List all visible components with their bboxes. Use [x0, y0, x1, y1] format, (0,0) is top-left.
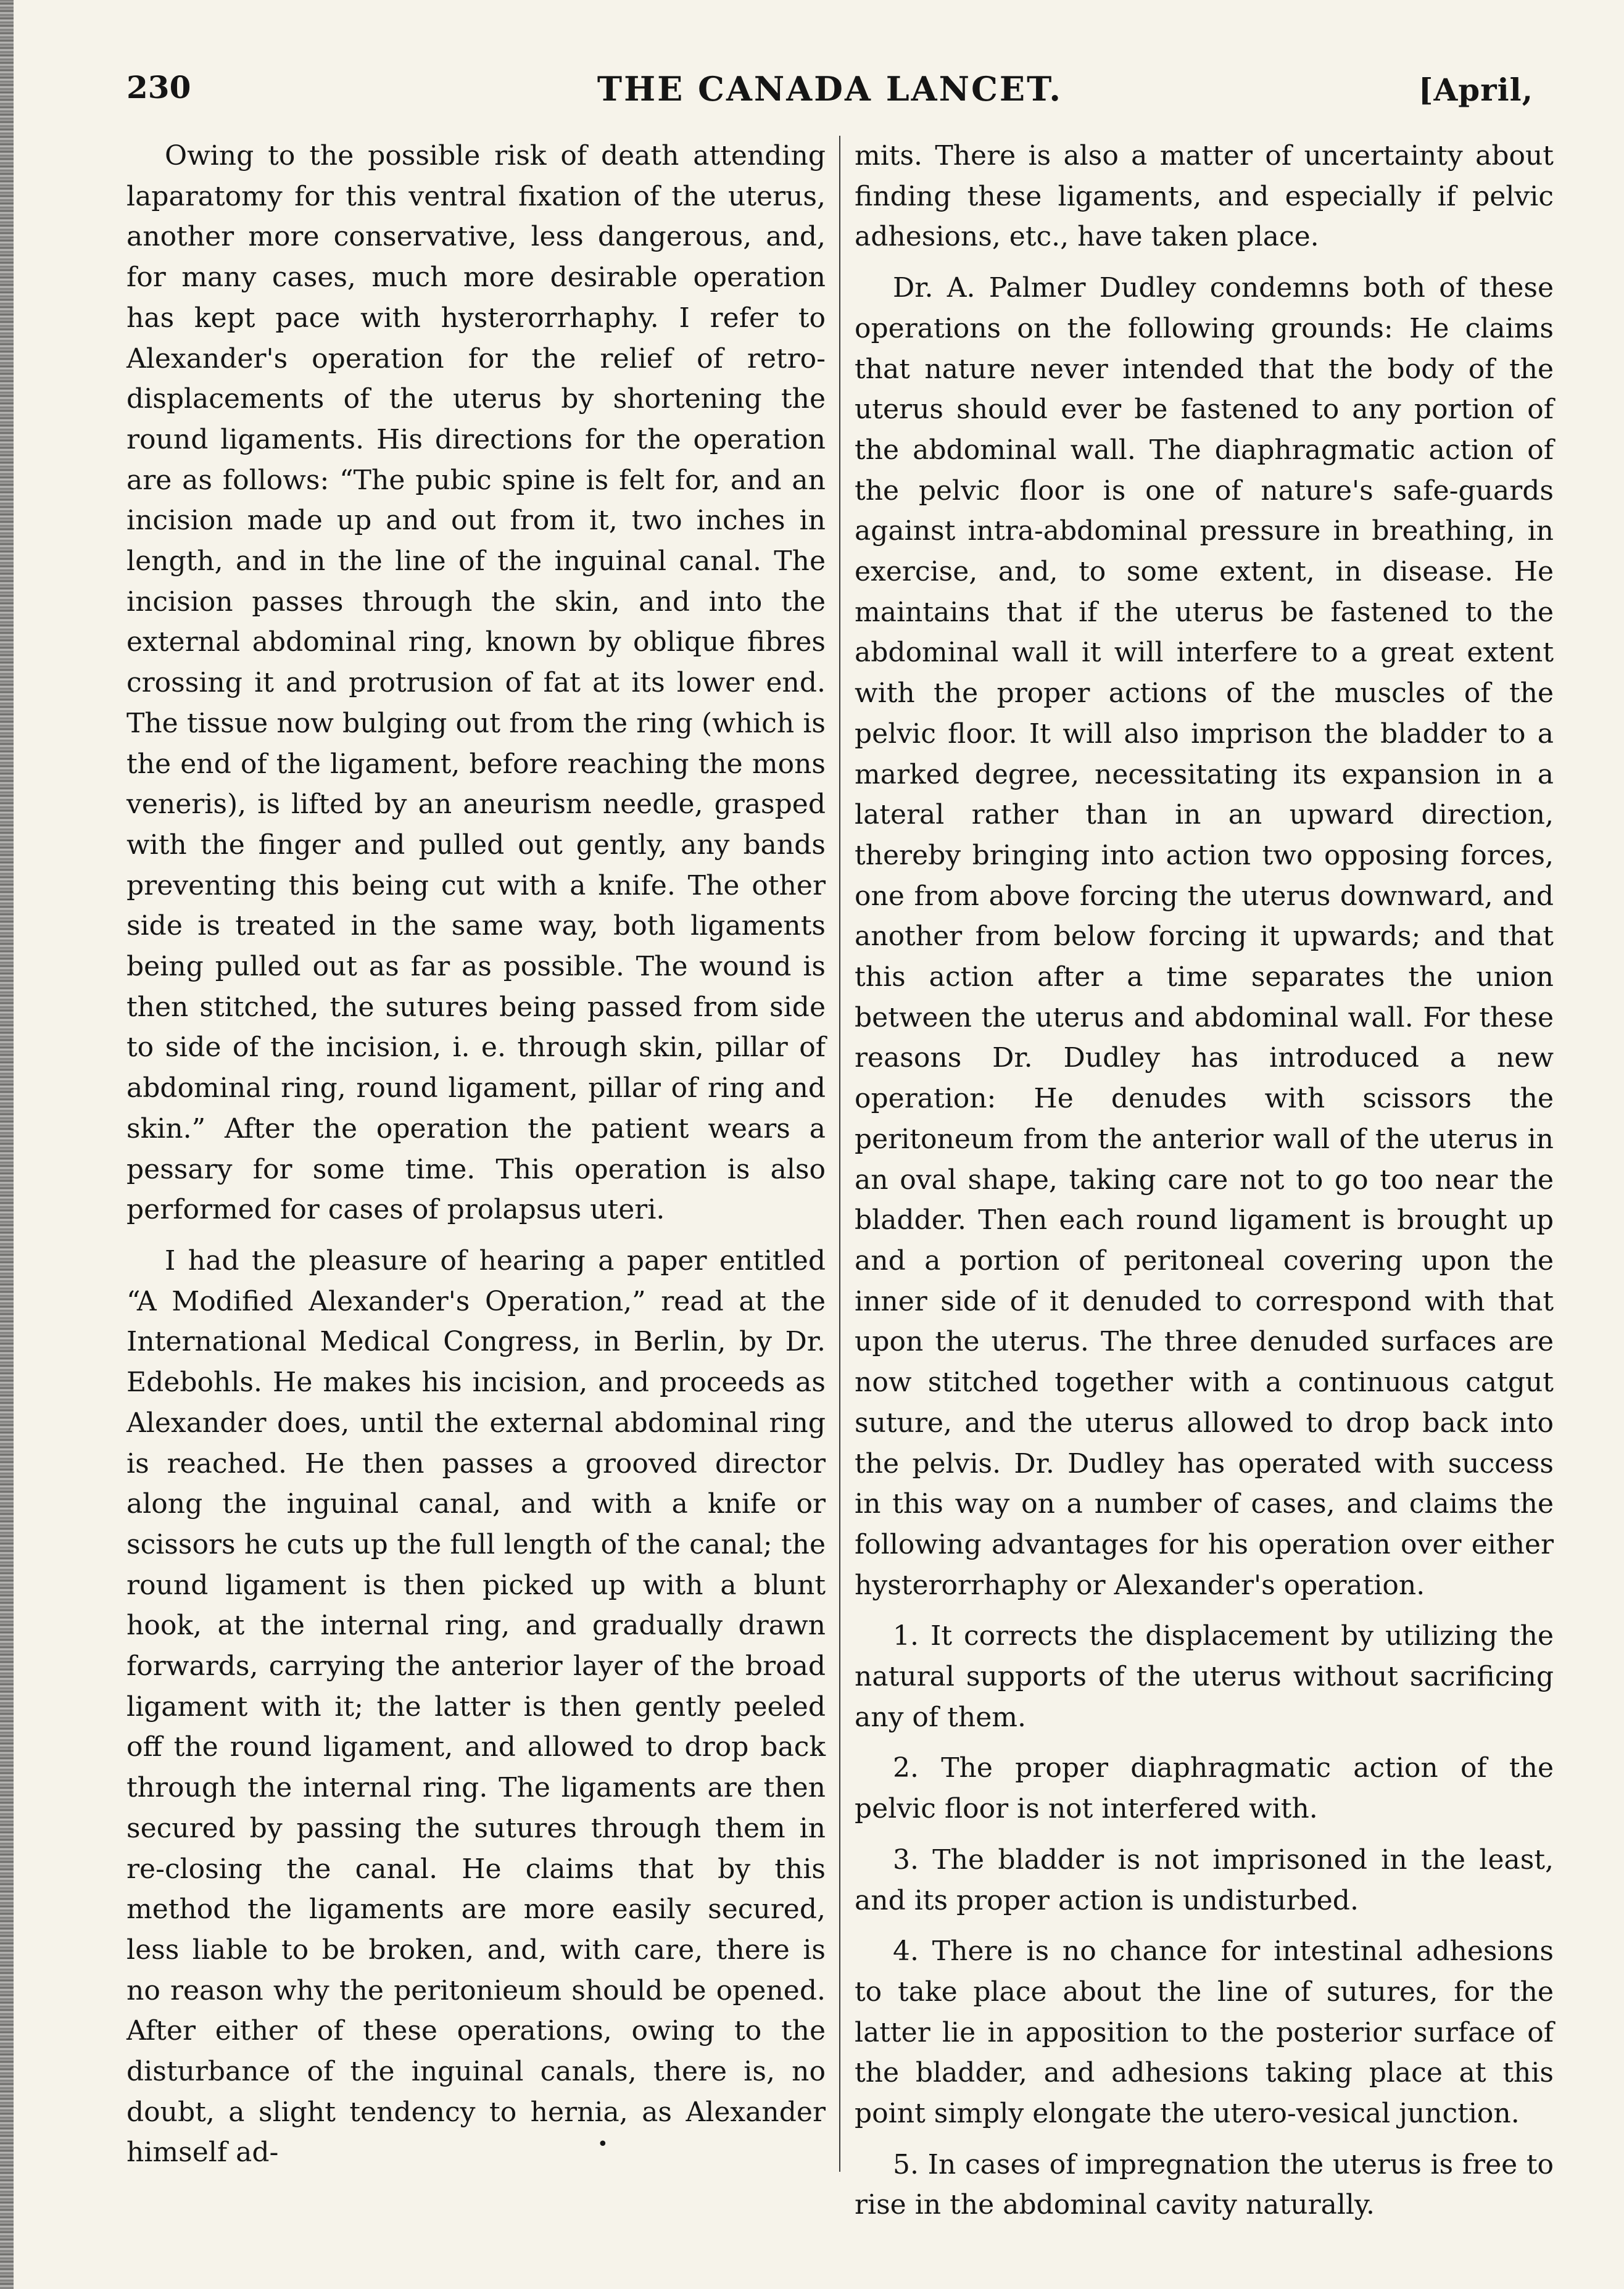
footer-mark: •: [597, 2134, 608, 2155]
issue-month: [April,: [1418, 72, 1533, 108]
advantage-item-2: 2. The proper diaphragmatic action of the pelvic floor is not interfered with.: [855, 1752, 1554, 1825]
column-divider: [839, 136, 840, 2172]
left-column: [126, 136, 826, 2183]
page-binding-edge: [0, 0, 14, 2289]
journal-title: THE CANADA LANCET.: [597, 69, 1063, 109]
page-number: 230: [126, 69, 191, 106]
paragraph-dudley-operation: Dr. A. Palmer Dudley condemns both of these operations on the following grounds: He claims that nature never intended that the body of the uterus should ever be fastened to any portion of the abdominal wall. The diaphragmatic action of the pelvic floor is one of nature's safe-guards against intra-abdominal pressure in breathing, in exercise, and, to some extent, in disease. He maintains that if the uterus be fastened to the abdominal wall it will interfere to a great extent with the proper actions of the muscles of the pelvic floor. It will also imprison the bladder to a marked degree, necessitating its expansion in a lateral rather than in an upward direction, thereby bringing into action two opposing forces, one from above forcing the uterus downward, and another from below forcing it upwards; and that this action after a time separates the union between the uterus and abdominal wall. For these reasons Dr. Dudley has introduced a new operation: He denudes with scissors the peritoneum from the anterior wall of the uterus in an oval shape, taking care not to go too near the bladder. Then each round ligament is brought up and a portion of peritoneal covering upon the inner side of it denuded to correspond with that upon the uterus. The three denuded surfaces are now stitched together with a continuous catgut suture, and the uterus allowed to drop back into the pelvis. Dr. Dudley has operated with success in this way on a number of cases, and claims the following advantages for his operation over either hysterorrhaphy or Alexander's operation.: [855, 272, 1554, 1601]
right-column: [855, 136, 1554, 2236]
advantage-item-4: 4. There is no chance for intestinal adhesions to take place about the line of sutures, for the latter lie in apposition to the posterior surface of the bladder, and adhesions taking place at this point simply elongate the utero-vesical junction.: [855, 1935, 1554, 2130]
paragraph-modified-alexander: I had the pleasure of hearing a paper entitled “A Modified Alexander's Operation,” read at the International Medical Congress, in Berlin, by Dr. Edebohls. He makes his incision, and proceeds as Alexander does, until the external abdominal ring is reached. He then passes a grooved director along the inguinal canal, and with a knife or scissors he cuts up the full length of the canal; the round ligament is then picked up with a blunt hook, at the internal ring, and gradually drawn forwards, carrying the anterior layer of the broad ligament with it; the latter is then gently peeled off the round ligament, and allowed to drop back through the internal ring. The ligaments are then secured by passing the sutures through them in re-closing the canal. He claims that by this method the ligaments are more easily secured, less liable to be broken, and, with care, there is no reason why the peritonieum should be opened. After either of these operations, owing to the disturbance of the inguinal canals, there is, no doubt, a slight tendency to hernia, as Alexander himself ad-: [126, 1244, 826, 2169]
advantage-item-5: 5. In cases of impregnation the uterus is free to rise in the abdominal cavity naturally.: [855, 2148, 1554, 2221]
advantage-item-3: 3. The bladder is not imprisoned in the least, and its proper action is undisturbed.: [855, 1844, 1554, 1916]
paragraph-continuation: mits. There is also a matter of uncertainty about finding these ligaments, and especially if pelvic adhesions, etc., have taken place.: [855, 140, 1554, 253]
running-header: [126, 69, 1533, 118]
advantage-item-1: 1. It corrects the displacement by utilizing the natural supports of the uterus without sacrificing any of them.: [855, 1620, 1554, 1733]
paragraph-alexander-operation: Owing to the possible risk of death attending laparatomy for this ventral fixation of the uterus, another more conservative, less dangerous, and, for many cases, much more desirable operation has kept pace with hysterorrhaphy. I refer to Alexander's operation for the relief of retro-displacements of the uterus by shortening the round ligaments. His directions for the operation are as follows: “The pubic spine is felt for, and an incision made up and out from it, two inches in length, and in the line of the inguinal canal. The incision passes through the skin, and into the external abdominal ring, known by oblique fibres crossing it and protrusion of fat at its lower end. The tissue now bulging out from the ring (which is the end of the ligament, before reaching the mons veneris), is lifted by an aneurism needle, grasped with the finger and pulled out gently, any bands preventing this being cut with a knife. The other side is treated in the same way, both ligaments being pulled out as far as possible. The wound is then stitched, the sutures being passed from side to side of the incision, i. e. through skin, pillar of abdominal ring, round ligament, pillar of ring and skin.” After the operation the patient wears a pessary for some time. This operation is also performed for cases of prolapsus uteri.: [126, 140, 826, 1226]
